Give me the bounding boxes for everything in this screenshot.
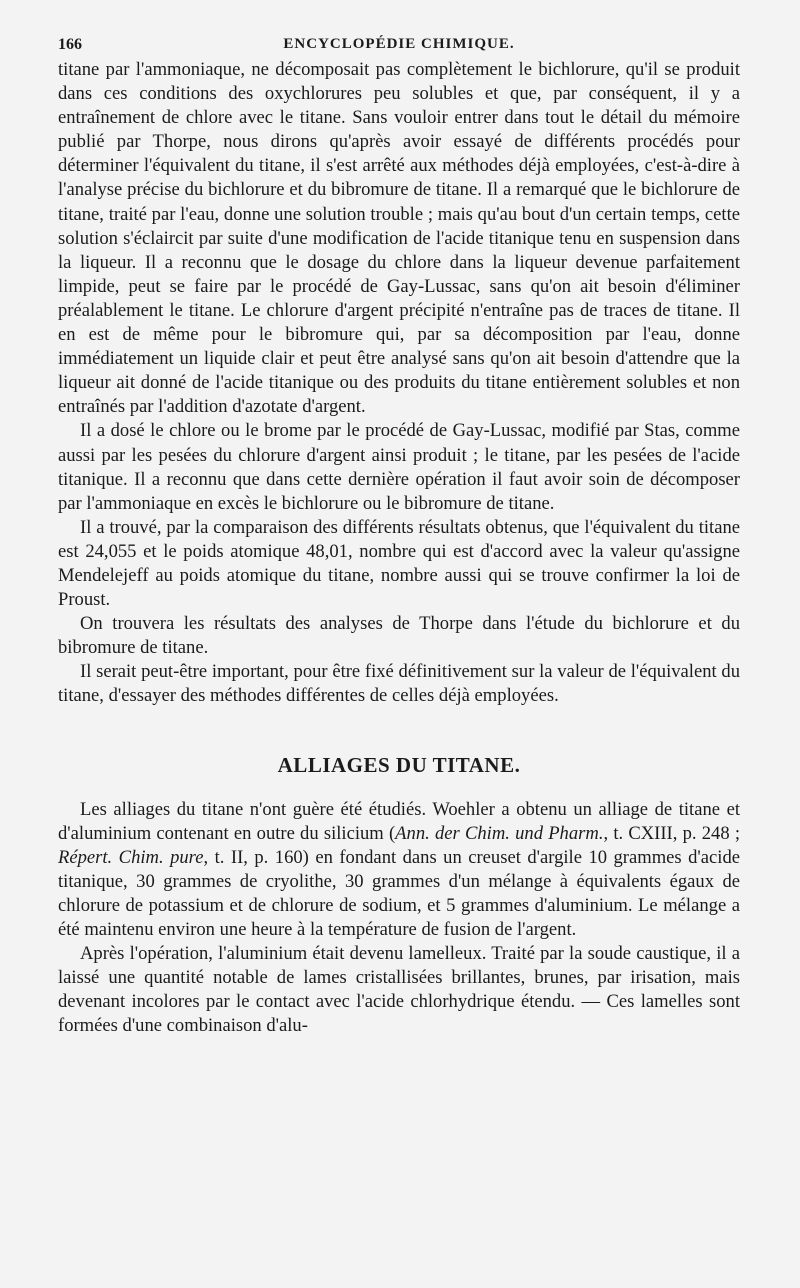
alloys-text-1: Les alliages du titane n'ont guère été étudiés. Woehler a obtenu un alliage de titane et d'aluminium contenant en outre du silicium ( <box>58 798 740 844</box>
paragraph-dosage: Il a dosé le chlore ou le brome par le procédé de Gay-Lussac, modifié par Stas, comme aussi par les pesées du chlorure d'argent ainsi produit ; le titane, par les pesées de l'acide titanique. Il a reconnu que dans cette dernière opération il faut avoir soin de décomposer par l'ammoniaque en excès le bichlorure ou le bibromure de titane. <box>58 420 740 514</box>
page-number: 166 <box>58 36 82 53</box>
paragraph-reference: On trouvera les résultats des analyses de Thorpe dans l'étude du bichlorure et du bibromure de titane. <box>58 613 740 659</box>
page-header <box>58 36 740 58</box>
alloys-text-3: , t. II, p. 160) en fondant dans un creuset d'argile 10 grammes d'acide titanique, 30 grammes de cryolithe, 30 grammes d'un mélange à équivalents égaux de chlorure de potassium et de chlorure de sodium, et 5 grammes d'aluminium. Le mélange a été maintenu environ une heure à la température de fusion de l'argent. <box>58 846 740 940</box>
paragraph-alloys <box>58 798 740 943</box>
book-page <box>58 36 740 1038</box>
paragraph-conclusion: Il serait peut-être important, pour être fixé définitivement sur la valeur de l'équivalent du titane, d'essayer des méthodes différentes de celles déjà employées. <box>58 661 740 707</box>
paragraph-operation: Après l'opération, l'aluminium était devenu lamelleux. Traité par la soude caustique, il a laissé une quantité notable de lames cristallisées brillantes, brunes, par irisation, mais devenant incolores par le contact avec l'acide chlorhydrique étendu. — Ces lamelles sont formées d'une combinaison d'alu- <box>58 943 740 1037</box>
body-text <box>58 58 740 1038</box>
running-title: ENCYCLOPÉDIE CHIMIQUE. <box>283 36 515 52</box>
reference-repertoire: Répert. Chim. pure <box>58 846 204 868</box>
paragraph-continued: titane par l'ammoniaque, ne décomposait pas complètement le bichlorure, qu'il se produit dans ces conditions des oxychlorures peu solubles et que, par conséquent, il y a entraînement de chlore avec le titane. Sans vouloir entrer dans tout le détail du mémoire publié par Thorpe, nous dirons qu'après avoir essayé de différents procédés pour déterminer l'équivalent du titane, il s'est arrêté aux méthodes déjà employées, c'est-à-dire à l'analyse précise du bichlorure et du bibromure de titane. Il a remarqué que le bichlorure de titane, traité par l'eau, donne une solution trouble ; mais qu'au bout d'un certain temps, cette solution s'éclaircit par suite d'une modification de l'acide titanique tenu en suspension dans la liqueur. Il a reconnu que le dosage du chlore dans la liqueur devenue parfaitement limpide, peut se faire par le procédé de Gay-Lussac, sans qu'on ait besoin d'éliminer préalablement le titane. Le chlorure d'argent précipité n'entraîne pas de traces de titane. Il en est de même pour le bibromure qui, par sa décomposition par l'eau, donne immédiatement un liquide clair et peut être analysé sans qu'on ait besoin d'attendre que la liqueur ait donné de l'acide titanique ou des produits du titane entièrement solubles et non entraînés par l'addition d'azotate d'argent. <box>58 59 740 418</box>
alloys-text-2: , t. CXIII, p. 248 ; <box>603 822 741 844</box>
paragraph-results: Il a trouvé, par la comparaison des différents résultats obtenus, que l'équivalent du titane est 24,055 et le poids atomique 48,01, nombre qui est d'accord avec la valeur qu'assigne Mendelejeff au poids atomique du titane, nombre aussi qui se trouve confirmer la loi de Proust. <box>58 516 740 611</box>
reference-annalen: Ann. der Chim. und Pharm. <box>395 822 604 844</box>
section-title: ALLIAGES DU TITANE. <box>277 752 521 777</box>
